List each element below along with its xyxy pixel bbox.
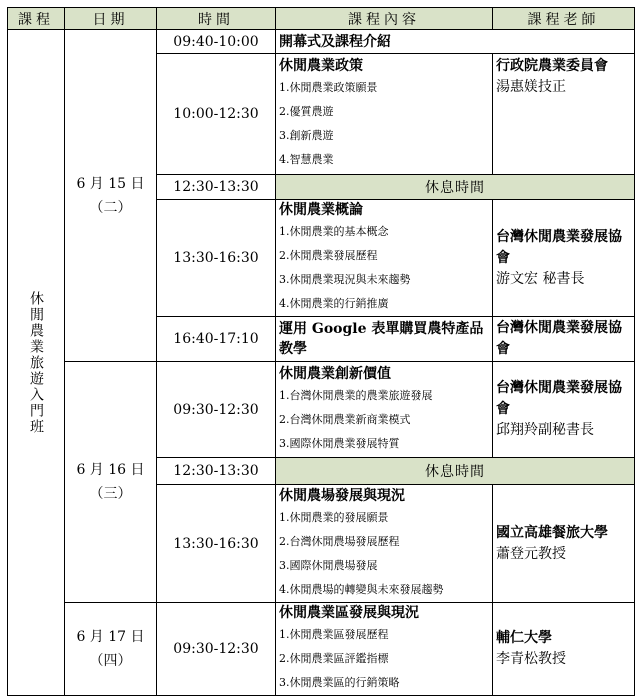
- list-item: 1.休閒農業區發展歷程: [279, 628, 389, 641]
- teacher-cell: [493, 362, 635, 458]
- header-teacher: 課程老師: [493, 8, 635, 30]
- list-item: 2.休閒農業區評鑑指標: [279, 652, 389, 665]
- header-time: 時間: [157, 8, 276, 30]
- list-item: 3.休閒農業區的行銷策略: [279, 676, 400, 689]
- date-cell-day1: [65, 30, 157, 362]
- list-item: 2.台灣休閒農場發展歷程: [279, 534, 400, 548]
- list-item: 4.智慧農業: [279, 153, 334, 166]
- content-cell: [276, 603, 493, 696]
- content-cell: [276, 362, 493, 458]
- teacher-org: 台灣休閒農業發展協會: [496, 228, 622, 266]
- teacher-org: 台灣休閒農業發展協會: [496, 380, 622, 417]
- list-item: 1.休閒農業的發展願景: [279, 510, 389, 524]
- content-cell: [276, 30, 635, 54]
- table-row: [8, 30, 635, 54]
- time-cell: 12:30-13:30: [157, 458, 276, 485]
- content-cell: [276, 200, 493, 317]
- list-item: 2.休閒農業發展歷程: [279, 249, 378, 262]
- header-course: 課程: [8, 8, 65, 30]
- list-item: 2.台灣休閒農業新商業模式: [279, 412, 411, 426]
- session-title: 運用 Google 表單購買農特產品教學: [279, 321, 484, 357]
- list-item: 1.休閒農業的基本概念: [279, 225, 389, 238]
- list-item: 4.休閒農場的轉變與未來發展趨勢: [279, 582, 444, 596]
- list-item: 1.休閒農業政策願景: [279, 81, 378, 94]
- session-title: 休閒農業概論: [279, 202, 363, 218]
- teacher-org: 國立高雄餐旅大學: [496, 524, 608, 541]
- course-name-cell: [8, 30, 65, 696]
- time-cell: 16:40-17:10: [157, 317, 276, 362]
- time-cell: 10:00-12:30: [157, 54, 276, 175]
- teacher-cell: [493, 317, 635, 362]
- content-cell: [276, 485, 493, 603]
- teacher-cell: [493, 54, 635, 175]
- table-row: [8, 603, 635, 696]
- date-cell-day3: [65, 603, 157, 696]
- session-title: 開幕式及課程介紹: [279, 33, 391, 50]
- weekday-day2: （三）: [89, 486, 132, 502]
- list-item: 3.國際休閒農業發展特質: [279, 436, 400, 450]
- time-cell: 13:30-16:30: [157, 485, 276, 603]
- content-cell: [276, 317, 493, 362]
- course-name: 休閒農業旅遊入門班: [28, 290, 44, 435]
- list-item: 4.休閒農業的行銷推廣: [279, 297, 389, 310]
- list-item: 3.休閒農業現況與未來趨勢: [279, 273, 411, 286]
- teacher-org: 行政院農業委員會: [496, 58, 608, 74]
- date-cell-day2: [65, 362, 157, 603]
- list-item: 3.國際休閒農場發展: [279, 558, 378, 572]
- teacher-cell: [493, 200, 635, 317]
- time-cell: 09:40-10:00: [157, 30, 276, 54]
- weekday-day1: （二）: [89, 199, 132, 216]
- time-cell: 13:30-16:30: [157, 200, 276, 317]
- session-title: 休閒農業區發展與現況: [279, 605, 419, 621]
- session-title: 休閒農業創新價值: [279, 365, 391, 382]
- break-cell: 休息時間: [276, 175, 635, 200]
- date-day1: 6 月 15 日: [76, 175, 145, 192]
- time-cell: 09:30-12:30: [157, 603, 276, 696]
- list-item: 3.創新農遊: [279, 129, 334, 142]
- schedule-table: [7, 7, 635, 696]
- date-day2: 6 月 16 日: [76, 462, 145, 478]
- break-cell: 休息時間: [276, 458, 635, 485]
- teacher-person: 湯惠媄技正: [496, 79, 566, 95]
- list-item: 1.台灣休閒農業的農業旅遊發展: [279, 388, 433, 402]
- weekday-day3: （四）: [89, 653, 132, 669]
- teacher-person: 游文宏 秘書長: [496, 270, 585, 287]
- session-title: 休閒農場發展與現況: [279, 487, 405, 504]
- header-date: 日期: [65, 8, 157, 30]
- session-title: 休閒農業政策: [279, 58, 363, 74]
- teacher-cell: [493, 603, 635, 696]
- time-cell: 12:30-13:30: [157, 175, 276, 200]
- teacher-org: 台灣休閒農業發展協會: [496, 320, 622, 357]
- time-cell: 09:30-12:30: [157, 362, 276, 458]
- teacher-person: 蕭登元教授: [496, 545, 566, 562]
- teacher-org: 輔仁大學: [496, 630, 552, 646]
- list-item: 2.優質農遊: [279, 105, 334, 118]
- header-content: 課程內容: [276, 8, 493, 30]
- teacher-cell: [493, 485, 635, 603]
- header-row: [8, 8, 635, 30]
- teacher-person: 李青松教授: [496, 651, 566, 667]
- content-cell: [276, 54, 493, 175]
- table-row: [8, 362, 635, 458]
- teacher-person: 邱翔羚副秘書長: [496, 422, 594, 438]
- date-day3: 6 月 17 日: [76, 629, 145, 645]
